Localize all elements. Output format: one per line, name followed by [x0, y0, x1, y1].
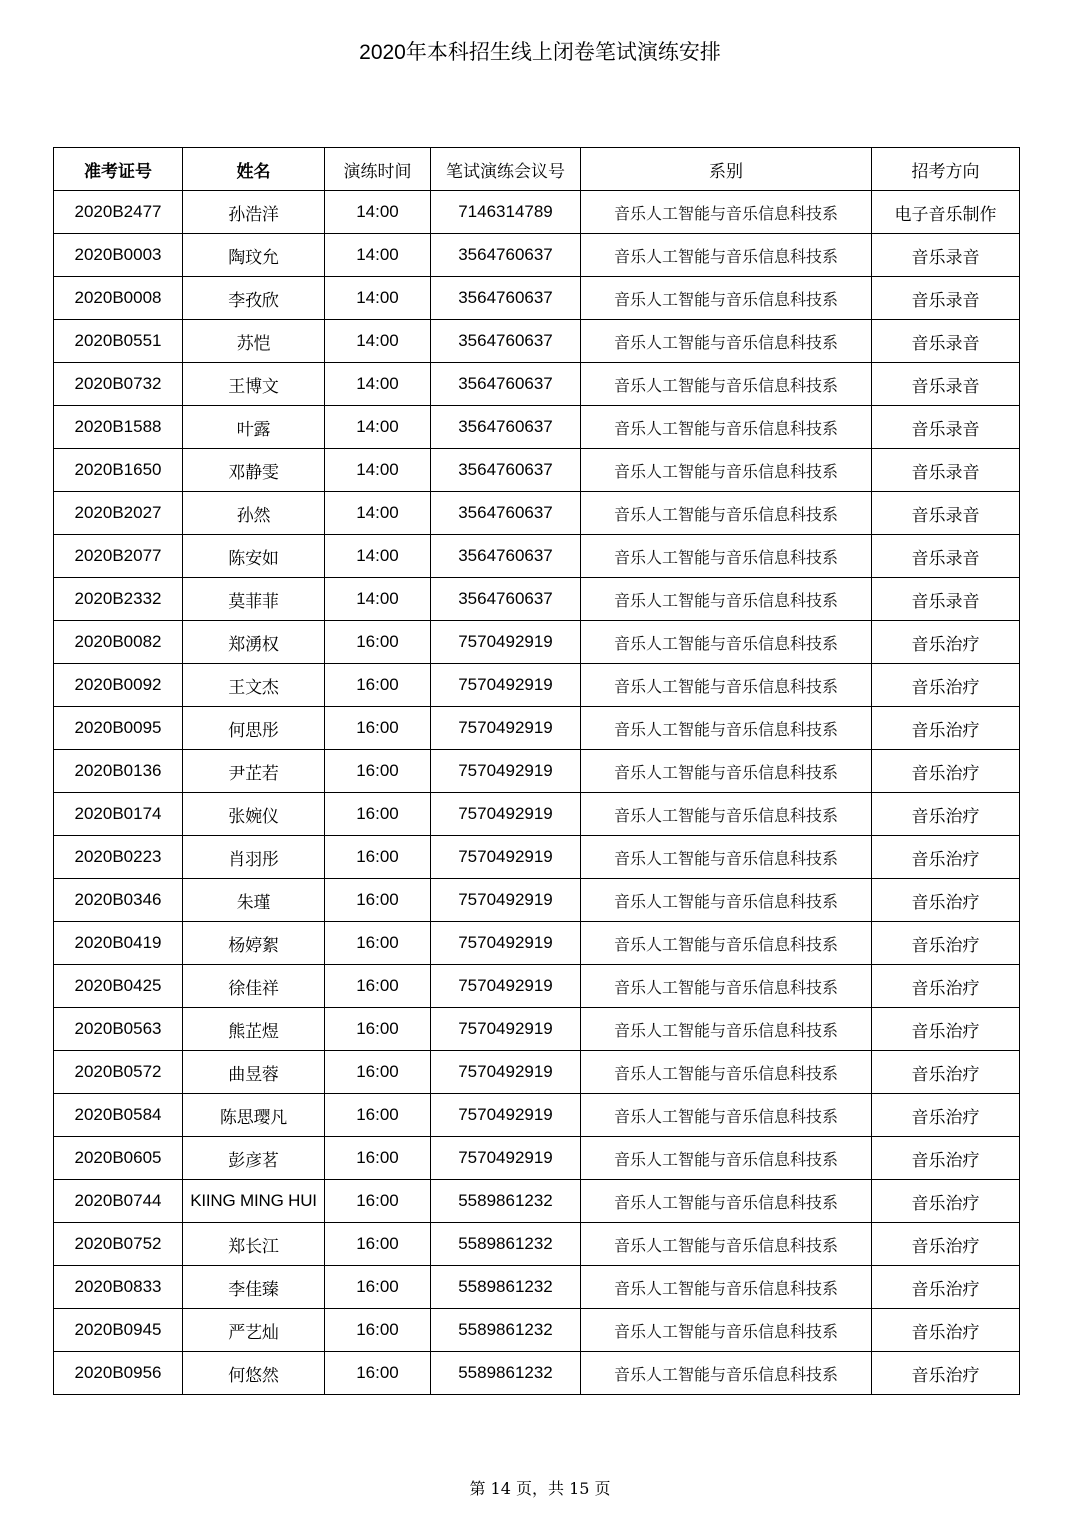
cell-meeting-id: 7570492919	[431, 1008, 581, 1051]
cell-direction: 音乐治疗	[872, 750, 1020, 793]
table-row	[54, 621, 1020, 664]
cell-department: 音乐人工智能与音乐信息科技系	[581, 664, 872, 707]
cell-exam-id: 2020B0346	[54, 879, 183, 922]
header-department: 系别	[581, 148, 872, 191]
cell-department: 音乐人工智能与音乐信息科技系	[581, 1180, 872, 1223]
table-row	[54, 363, 1020, 406]
cell-direction: 音乐录音	[872, 234, 1020, 277]
table-row	[54, 879, 1020, 922]
cell-name: 何思彤	[183, 707, 325, 750]
cell-exam-id: 2020B2477	[54, 191, 183, 234]
cell-meeting-id: 7570492919	[431, 1094, 581, 1137]
table-row	[54, 320, 1020, 363]
cell-direction: 音乐治疗	[872, 1352, 1020, 1395]
cell-name: 李佳臻	[183, 1266, 325, 1309]
cell-direction: 音乐治疗	[872, 836, 1020, 879]
cell-department: 音乐人工智能与音乐信息科技系	[581, 750, 872, 793]
cell-time: 16:00	[325, 1008, 431, 1051]
cell-meeting-id: 7570492919	[431, 836, 581, 879]
cell-exam-id: 2020B0174	[54, 793, 183, 836]
cell-meeting-id: 7570492919	[431, 1137, 581, 1180]
cell-meeting-id: 7570492919	[431, 664, 581, 707]
cell-time: 14:00	[325, 277, 431, 320]
cell-exam-id: 2020B0551	[54, 320, 183, 363]
cell-department: 音乐人工智能与音乐信息科技系	[581, 449, 872, 492]
cell-name: 郑湧权	[183, 621, 325, 664]
cell-meeting-id: 5589861232	[431, 1180, 581, 1223]
cell-department: 音乐人工智能与音乐信息科技系	[581, 578, 872, 621]
cell-department: 音乐人工智能与音乐信息科技系	[581, 535, 872, 578]
table-row	[54, 922, 1020, 965]
cell-meeting-id: 3564760637	[431, 277, 581, 320]
cell-name: 陶玟允	[183, 234, 325, 277]
header-name: 姓名	[183, 148, 325, 191]
cell-direction: 音乐治疗	[872, 621, 1020, 664]
cell-department: 音乐人工智能与音乐信息科技系	[581, 1137, 872, 1180]
cell-time: 16:00	[325, 1223, 431, 1266]
cell-time: 16:00	[325, 1094, 431, 1137]
cell-direction: 音乐治疗	[872, 1266, 1020, 1309]
cell-exam-id: 2020B0563	[54, 1008, 183, 1051]
cell-direction: 音乐治疗	[872, 1223, 1020, 1266]
table-row	[54, 191, 1020, 234]
cell-meeting-id: 3564760637	[431, 363, 581, 406]
cell-department: 音乐人工智能与音乐信息科技系	[581, 707, 872, 750]
cell-time: 16:00	[325, 707, 431, 750]
cell-department: 音乐人工智能与音乐信息科技系	[581, 836, 872, 879]
cell-time: 16:00	[325, 1266, 431, 1309]
cell-meeting-id: 5589861232	[431, 1309, 581, 1352]
cell-direction: 音乐治疗	[872, 965, 1020, 1008]
cell-meeting-id: 7570492919	[431, 1051, 581, 1094]
table-row	[54, 492, 1020, 535]
cell-name: 郑长江	[183, 1223, 325, 1266]
cell-department: 音乐人工智能与音乐信息科技系	[581, 621, 872, 664]
cell-exam-id: 2020B0095	[54, 707, 183, 750]
cell-direction: 音乐治疗	[872, 664, 1020, 707]
cell-direction: 音乐录音	[872, 449, 1020, 492]
table-body	[54, 191, 1020, 1395]
cell-name: 曲昱蓉	[183, 1051, 325, 1094]
cell-time: 14:00	[325, 492, 431, 535]
cell-name: 肖羽彤	[183, 836, 325, 879]
cell-direction: 音乐录音	[872, 535, 1020, 578]
cell-name: 张婉仪	[183, 793, 325, 836]
cell-exam-id: 2020B0136	[54, 750, 183, 793]
cell-name: 熊芷煜	[183, 1008, 325, 1051]
cell-time: 14:00	[325, 535, 431, 578]
cell-exam-id: 2020B0223	[54, 836, 183, 879]
header-exam-id: 准考证号	[54, 148, 183, 191]
cell-exam-id: 2020B0833	[54, 1266, 183, 1309]
cell-time: 16:00	[325, 1309, 431, 1352]
cell-department: 音乐人工智能与音乐信息科技系	[581, 879, 872, 922]
cell-direction: 音乐治疗	[872, 922, 1020, 965]
cell-department: 音乐人工智能与音乐信息科技系	[581, 320, 872, 363]
cell-time: 16:00	[325, 1352, 431, 1395]
page-title: 2020年本科招生线上闭卷笔试演练安排	[359, 41, 721, 64]
cell-name: 彭彦茗	[183, 1137, 325, 1180]
table-row	[54, 1223, 1020, 1266]
cell-name: 徐佳祥	[183, 965, 325, 1008]
cell-exam-id: 2020B2332	[54, 578, 183, 621]
cell-meeting-id: 5589861232	[431, 1352, 581, 1395]
cell-department: 音乐人工智能与音乐信息科技系	[581, 1352, 872, 1395]
cell-department: 音乐人工智能与音乐信息科技系	[581, 277, 872, 320]
cell-department: 音乐人工智能与音乐信息科技系	[581, 363, 872, 406]
cell-department: 音乐人工智能与音乐信息科技系	[581, 1266, 872, 1309]
cell-exam-id: 2020B0605	[54, 1137, 183, 1180]
table-row	[54, 1180, 1020, 1223]
cell-exam-id: 2020B0008	[54, 277, 183, 320]
header-direction: 招考方向	[872, 148, 1020, 191]
cell-name: 王博文	[183, 363, 325, 406]
cell-exam-id: 2020B0092	[54, 664, 183, 707]
cell-exam-id: 2020B0584	[54, 1094, 183, 1137]
cell-department: 音乐人工智能与音乐信息科技系	[581, 234, 872, 277]
cell-time: 14:00	[325, 578, 431, 621]
table-row	[54, 277, 1020, 320]
cell-meeting-id: 7570492919	[431, 707, 581, 750]
cell-time: 14:00	[325, 363, 431, 406]
cell-meeting-id: 7570492919	[431, 922, 581, 965]
cell-time: 16:00	[325, 922, 431, 965]
cell-meeting-id: 7570492919	[431, 621, 581, 664]
cell-name: 孙然	[183, 492, 325, 535]
cell-name: 严艺灿	[183, 1309, 325, 1352]
table-row	[54, 1352, 1020, 1395]
cell-direction: 音乐录音	[872, 492, 1020, 535]
cell-meeting-id: 5589861232	[431, 1266, 581, 1309]
cell-time: 14:00	[325, 191, 431, 234]
schedule-table	[53, 147, 1020, 1395]
cell-direction: 音乐录音	[872, 578, 1020, 621]
cell-exam-id: 2020B0425	[54, 965, 183, 1008]
table-row	[54, 1266, 1020, 1309]
cell-exam-id: 2020B0082	[54, 621, 183, 664]
cell-department: 音乐人工智能与音乐信息科技系	[581, 965, 872, 1008]
table-row	[54, 707, 1020, 750]
cell-name: 苏恺	[183, 320, 325, 363]
cell-department: 音乐人工智能与音乐信息科技系	[581, 406, 872, 449]
cell-time: 16:00	[325, 1180, 431, 1223]
table-row	[54, 535, 1020, 578]
cell-exam-id: 2020B0419	[54, 922, 183, 965]
table-row	[54, 1008, 1020, 1051]
cell-name: 陈思璎凡	[183, 1094, 325, 1137]
cell-direction: 音乐治疗	[872, 793, 1020, 836]
table-row	[54, 578, 1020, 621]
cell-name: 何悠然	[183, 1352, 325, 1395]
cell-name: 朱瑾	[183, 879, 325, 922]
cell-department: 音乐人工智能与音乐信息科技系	[581, 191, 872, 234]
cell-direction: 音乐录音	[872, 277, 1020, 320]
cell-time: 14:00	[325, 234, 431, 277]
cell-direction: 音乐治疗	[872, 1008, 1020, 1051]
cell-department: 音乐人工智能与音乐信息科技系	[581, 922, 872, 965]
header-meeting-id: 笔试演练会议号	[431, 148, 581, 191]
cell-direction: 音乐录音	[872, 406, 1020, 449]
cell-meeting-id: 7570492919	[431, 879, 581, 922]
cell-direction: 电子音乐制作	[872, 191, 1020, 234]
cell-name: KIING MING HUI	[183, 1180, 325, 1223]
cell-time: 16:00	[325, 793, 431, 836]
cell-meeting-id: 3564760637	[431, 535, 581, 578]
cell-meeting-id: 3564760637	[431, 449, 581, 492]
cell-direction: 音乐治疗	[872, 879, 1020, 922]
cell-time: 16:00	[325, 879, 431, 922]
cell-exam-id: 2020B0732	[54, 363, 183, 406]
cell-meeting-id: 3564760637	[431, 406, 581, 449]
cell-time: 16:00	[325, 1051, 431, 1094]
cell-meeting-id: 7570492919	[431, 965, 581, 1008]
table-row	[54, 793, 1020, 836]
cell-direction: 音乐治疗	[872, 1309, 1020, 1352]
cell-name: 杨婷絮	[183, 922, 325, 965]
cell-exam-id: 2020B0956	[54, 1352, 183, 1395]
cell-department: 音乐人工智能与音乐信息科技系	[581, 1008, 872, 1051]
cell-department: 音乐人工智能与音乐信息科技系	[581, 1309, 872, 1352]
table-row	[54, 1094, 1020, 1137]
cell-department: 音乐人工智能与音乐信息科技系	[581, 1051, 872, 1094]
cell-department: 音乐人工智能与音乐信息科技系	[581, 1223, 872, 1266]
cell-time: 16:00	[325, 664, 431, 707]
cell-time: 16:00	[325, 965, 431, 1008]
cell-exam-id: 2020B1650	[54, 449, 183, 492]
table-row	[54, 1309, 1020, 1352]
cell-department: 音乐人工智能与音乐信息科技系	[581, 492, 872, 535]
cell-direction: 音乐治疗	[872, 1094, 1020, 1137]
cell-name: 邓静雯	[183, 449, 325, 492]
header-time: 演练时间	[325, 148, 431, 191]
cell-exam-id: 2020B1588	[54, 406, 183, 449]
cell-meeting-id: 7146314789	[431, 191, 581, 234]
cell-time: 16:00	[325, 1137, 431, 1180]
table-row	[54, 836, 1020, 879]
cell-time: 16:00	[325, 621, 431, 664]
cell-time: 14:00	[325, 449, 431, 492]
cell-exam-id: 2020B0752	[54, 1223, 183, 1266]
cell-direction: 音乐治疗	[872, 1137, 1020, 1180]
cell-direction: 音乐录音	[872, 320, 1020, 363]
cell-direction: 音乐录音	[872, 363, 1020, 406]
cell-exam-id: 2020B0572	[54, 1051, 183, 1094]
cell-time: 14:00	[325, 406, 431, 449]
table-row	[54, 406, 1020, 449]
table-row	[54, 1137, 1020, 1180]
cell-name: 莫菲菲	[183, 578, 325, 621]
cell-name: 陈安如	[183, 535, 325, 578]
cell-exam-id: 2020B0945	[54, 1309, 183, 1352]
table-row	[54, 449, 1020, 492]
cell-meeting-id: 3564760637	[431, 492, 581, 535]
table-header-row	[54, 148, 1020, 191]
cell-exam-id: 2020B0003	[54, 234, 183, 277]
cell-name: 王文杰	[183, 664, 325, 707]
table-row	[54, 1051, 1020, 1094]
cell-name: 李孜欣	[183, 277, 325, 320]
table-row	[54, 234, 1020, 277]
cell-meeting-id: 7570492919	[431, 750, 581, 793]
cell-department: 音乐人工智能与音乐信息科技系	[581, 1094, 872, 1137]
cell-time: 14:00	[325, 320, 431, 363]
cell-direction: 音乐治疗	[872, 707, 1020, 750]
cell-meeting-id: 3564760637	[431, 578, 581, 621]
cell-meeting-id: 7570492919	[431, 793, 581, 836]
cell-time: 16:00	[325, 750, 431, 793]
cell-meeting-id: 3564760637	[431, 320, 581, 363]
table-row	[54, 965, 1020, 1008]
table-row	[54, 664, 1020, 707]
cell-exam-id: 2020B2077	[54, 535, 183, 578]
cell-department: 音乐人工智能与音乐信息科技系	[581, 793, 872, 836]
cell-name: 尹芷若	[183, 750, 325, 793]
cell-meeting-id: 3564760637	[431, 234, 581, 277]
cell-exam-id: 2020B0744	[54, 1180, 183, 1223]
cell-direction: 音乐治疗	[872, 1051, 1020, 1094]
cell-time: 16:00	[325, 836, 431, 879]
cell-name: 孙浩洋	[183, 191, 325, 234]
page-footer: 第 14 页，共 15 页	[469, 1479, 611, 1498]
cell-direction: 音乐治疗	[872, 1180, 1020, 1223]
table-row	[54, 750, 1020, 793]
cell-name: 叶露	[183, 406, 325, 449]
cell-exam-id: 2020B2027	[54, 492, 183, 535]
cell-meeting-id: 5589861232	[431, 1223, 581, 1266]
